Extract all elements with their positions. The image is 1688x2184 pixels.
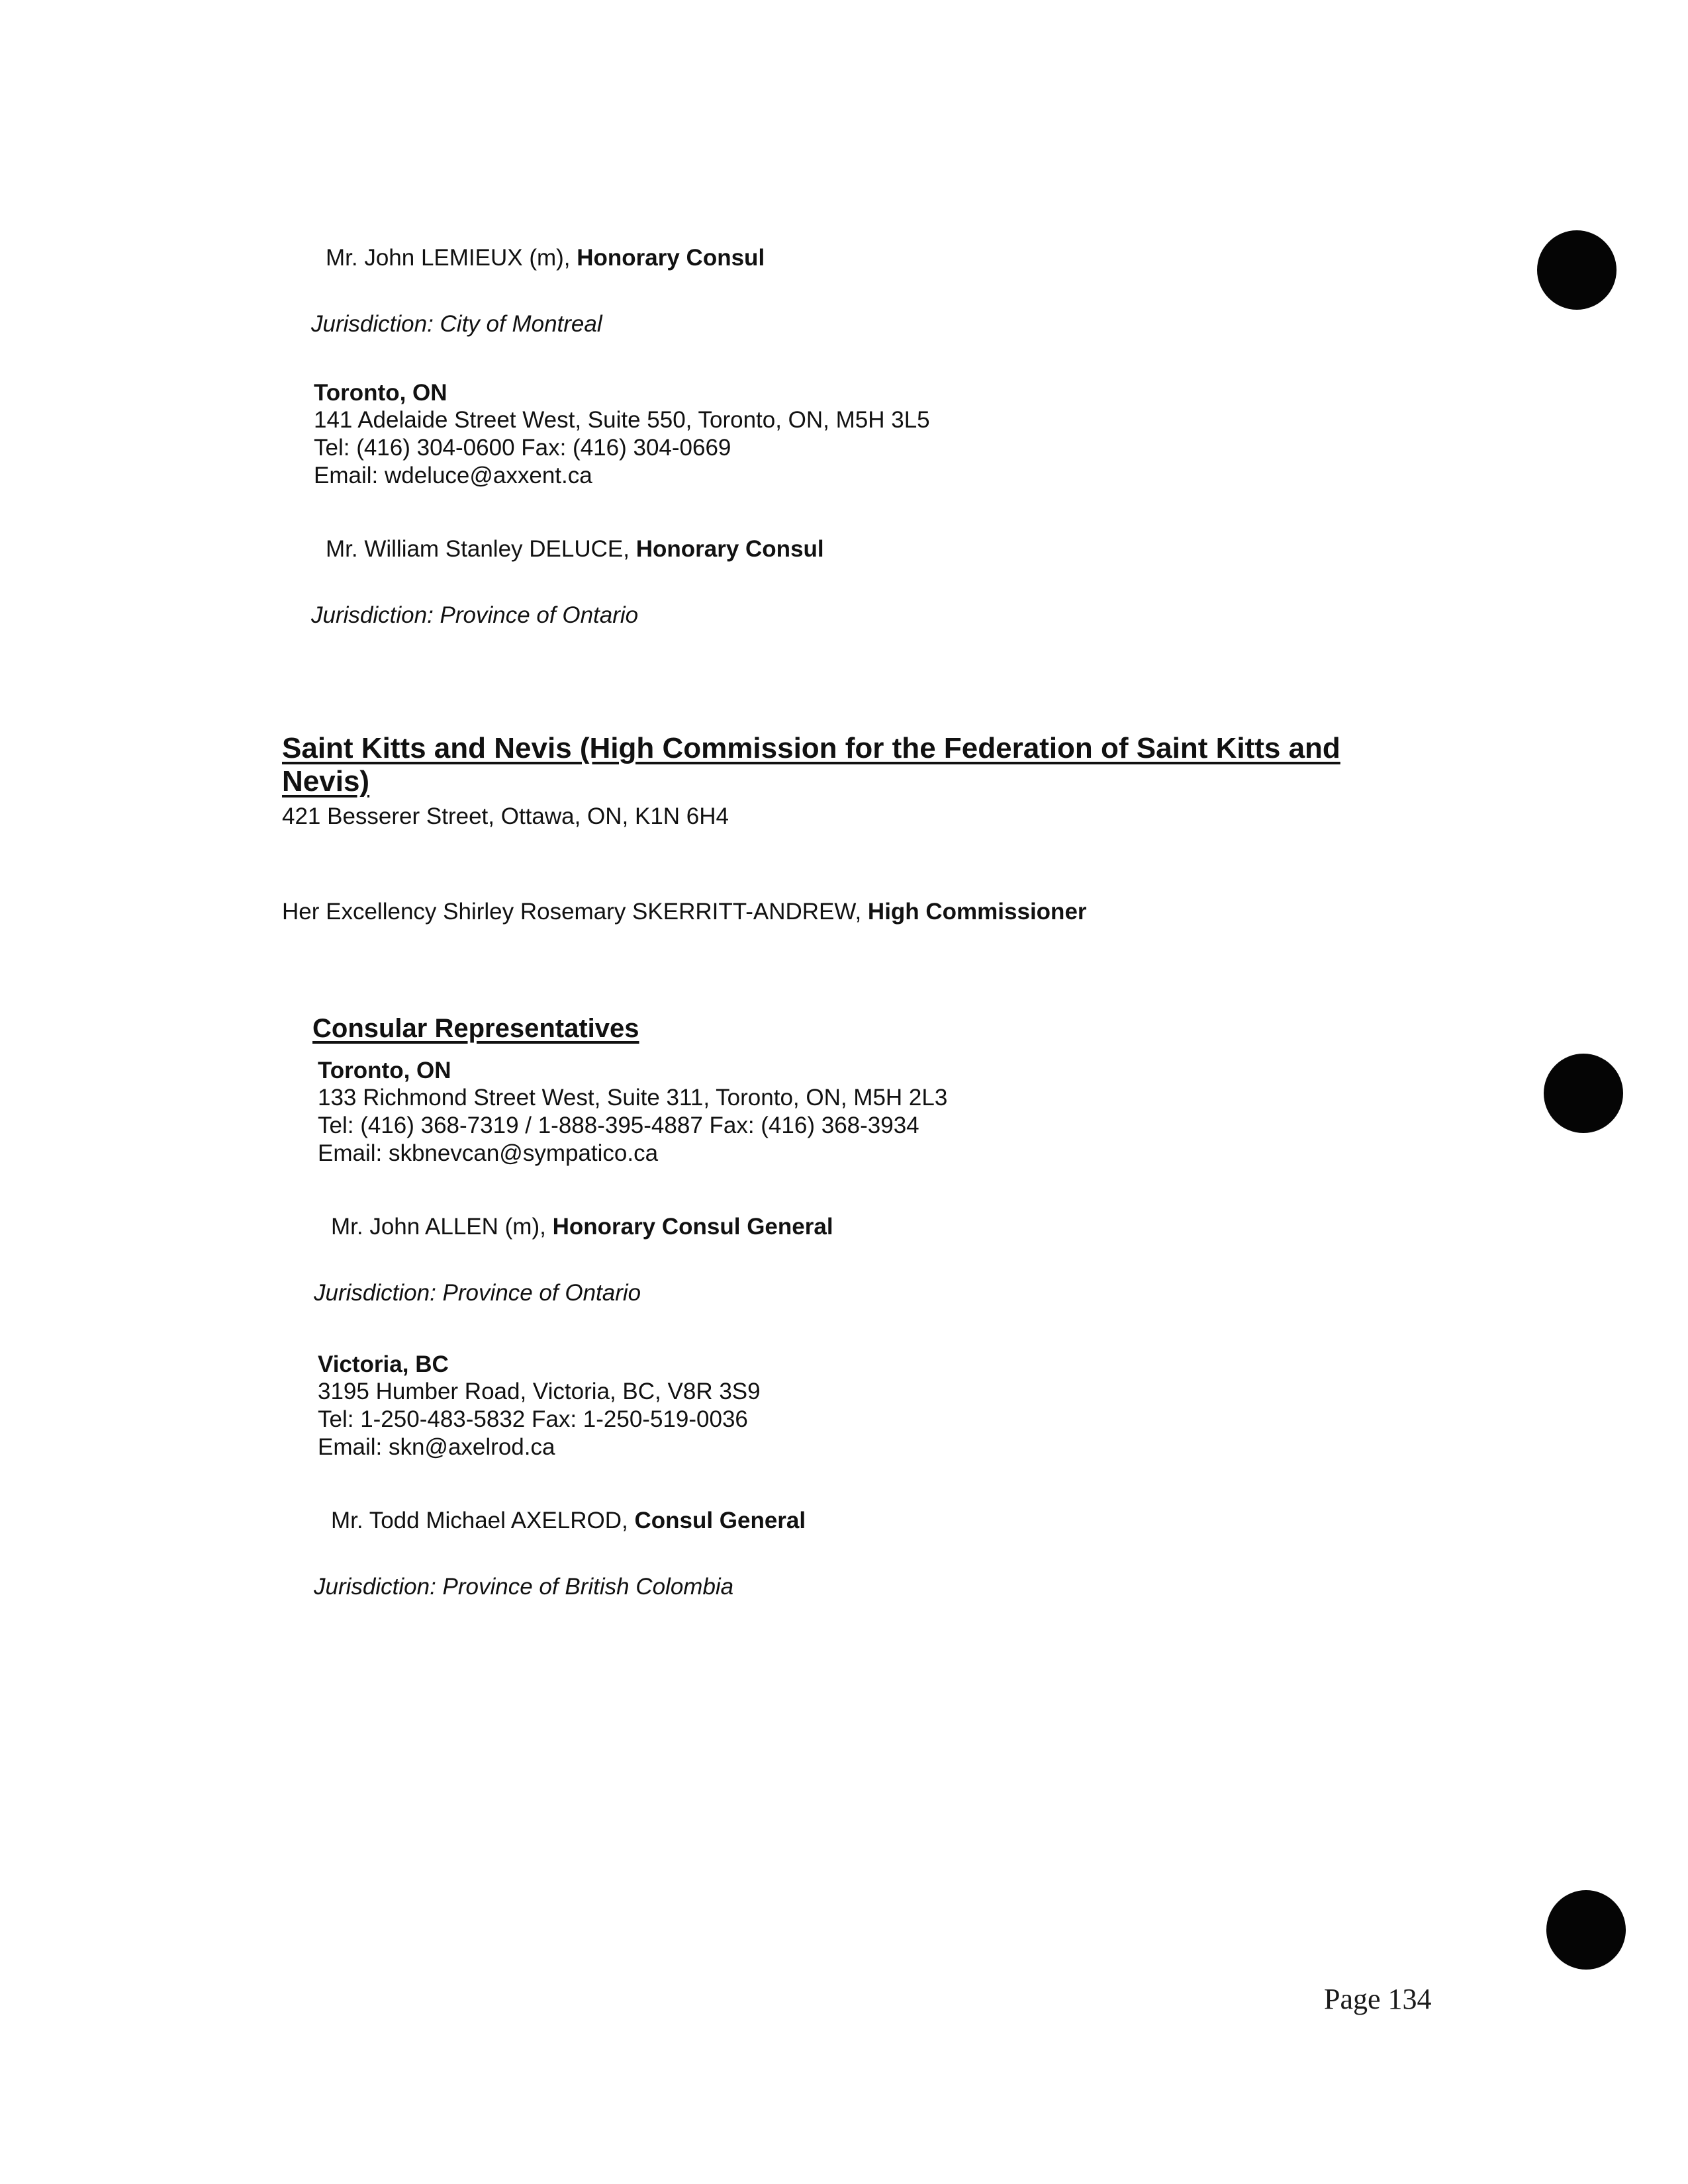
office-phone-fax: Tel: (416) 304-0600 Fax: (416) 304-0669 <box>314 435 731 461</box>
jurisdiction-line-ontario <box>311 601 638 630</box>
office-address: 133 Richmond Street West, Suite 311, Toronto, ON, M5H 2L3 <box>318 1085 948 1111</box>
office-city-toronto-2: Toronto, ON <box>318 1058 451 1083</box>
jurisdiction-value: City of Montreal <box>440 311 602 337</box>
jurisdiction-value: Province of Ontario <box>442 1280 641 1306</box>
jurisdiction-value: Province of British Colombia <box>442 1574 734 1600</box>
head-of-mission-name: Her Excellency Shirley Rosemary SKERRITT-ANDREW, <box>282 899 868 925</box>
office-city-victoria: Victoria, BC <box>318 1351 449 1377</box>
jurisdiction-line-montreal <box>311 310 602 339</box>
consul-name: Mr. John ALLEN (m), <box>331 1214 553 1240</box>
office-address: 141 Adelaide Street West, Suite 550, Toronto, ON, M5H 3L5 <box>314 407 930 433</box>
punch-hole-middle <box>1544 1054 1623 1133</box>
jurisdiction-label: Jurisdiction: <box>314 1574 443 1600</box>
country-heading: Saint Kitts and Nevis (High Commission for the Federation of Saint Kitts and Nevis) <box>282 732 1340 797</box>
office-email: Email: skbnevcan@sympatico.ca <box>318 1140 659 1166</box>
office-phone-fax: Tel: 1-250-483-5832 Fax: 1-250-519-0036 <box>318 1406 748 1432</box>
jurisdiction-line-bc <box>314 1572 733 1602</box>
jurisdiction-label: Jurisdiction: <box>311 311 440 337</box>
punch-hole-bottom <box>1546 1890 1626 1970</box>
consul-line-axelrod <box>331 1506 806 1535</box>
consul-line-lemieux <box>326 244 765 273</box>
punch-hole-top <box>1537 230 1617 310</box>
consul-line-allen <box>331 1212 833 1242</box>
office-phone-fax: Tel: (416) 368-7319 / 1-888-395-4887 Fax: (416) 368-3934 <box>318 1113 919 1138</box>
office-address: 3195 Humber Road, Victoria, BC, V8R 3S9 <box>318 1379 761 1404</box>
consul-line-deluce <box>326 535 824 564</box>
consul-title: Consul General <box>634 1508 806 1533</box>
consul-name: Mr. William Stanley DELUCE, <box>326 536 636 562</box>
jurisdiction-line-ontario-2 <box>314 1279 641 1308</box>
head-of-mission-line <box>282 897 1087 927</box>
jurisdiction-label: Jurisdiction: <box>314 1280 443 1306</box>
head-of-mission-title: High Commissioner <box>867 899 1087 925</box>
office-city-toronto: Toronto, ON <box>314 380 447 406</box>
embassy-address: 421 Besserer Street, Ottawa, ON, K1N 6H4 <box>282 803 729 829</box>
consular-section-heading: Consular Representatives <box>312 1014 639 1043</box>
jurisdiction-value: Province of Ontario <box>440 602 639 628</box>
consul-name: Mr. John LEMIEUX (m), <box>326 245 577 271</box>
office-email: Email: wdeluce@axxent.ca <box>314 463 592 488</box>
consul-title: Honorary Consul <box>577 245 765 271</box>
page-number: Page 134 <box>1324 1983 1432 2015</box>
jurisdiction-label: Jurisdiction: <box>311 602 440 628</box>
consul-title: Honorary Consul <box>635 536 824 562</box>
consul-name: Mr. Todd Michael AXELROD, <box>331 1508 635 1533</box>
consul-title: Honorary Consul General <box>552 1214 833 1240</box>
office-email: Email: skn@axelrod.ca <box>318 1434 555 1460</box>
